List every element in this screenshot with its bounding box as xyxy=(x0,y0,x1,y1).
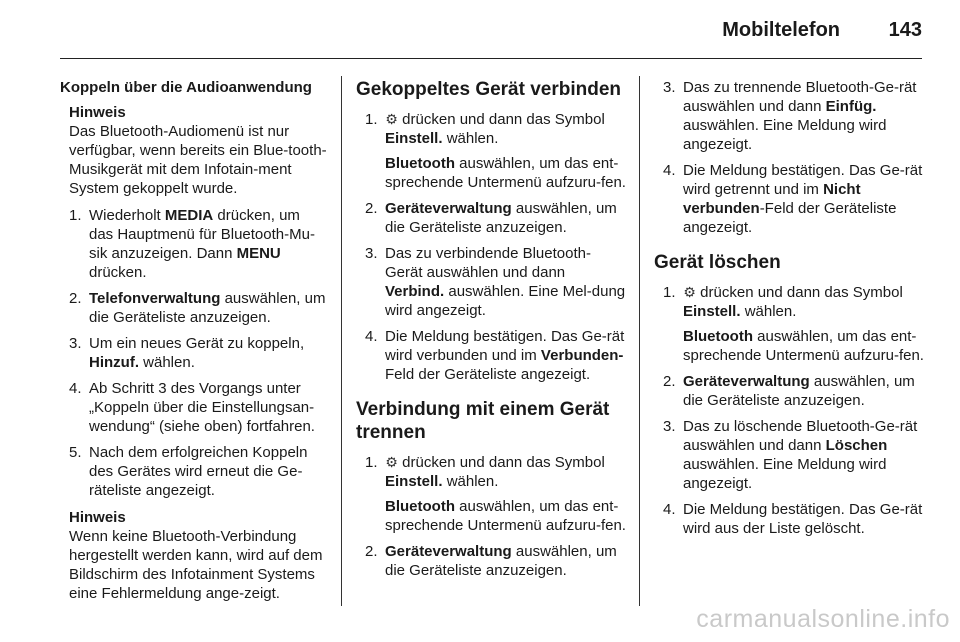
menu-label: Nicht verbunden xyxy=(683,181,861,217)
menu-label: Geräteverwaltung xyxy=(385,200,512,217)
hint-label: Hinweis xyxy=(69,509,126,526)
menu-label: Einstell. xyxy=(385,130,443,147)
menu-label: Verbind. xyxy=(385,283,445,300)
step-list xyxy=(654,78,924,237)
config-icon: ⚙ xyxy=(385,111,398,127)
menu-label: Bluetooth xyxy=(385,498,455,515)
step-item: 2. Geräteverwaltung auswählen, um die Geräteliste anzuzeigen. xyxy=(663,373,915,409)
menu-label: Einfüg. xyxy=(825,98,877,115)
column-divider-1 xyxy=(341,76,342,606)
step-item: 5. Nach dem erfolgreichen Koppeln des Gerätes wird erneut die Ge-räteliste angezeigt. xyxy=(69,444,308,499)
step-item: 1. ⚙ drücken und dann das Symbol Einstell. wählen. Bluetooth auswählen, um das ent-sprechende Untermenü aufzuru-fen. xyxy=(365,111,626,191)
step-item: 2. Geräteverwaltung auswählen, um die Geräteliste anzuzeigen. xyxy=(365,200,617,236)
menu-label: Bluetooth xyxy=(385,155,455,172)
config-icon: ⚙ xyxy=(683,284,696,300)
step-list xyxy=(60,206,328,500)
header-rule xyxy=(60,58,922,59)
column-divider-2 xyxy=(639,76,640,606)
section-title: Verbindung mit einem Gerät trennen xyxy=(356,399,610,443)
key-label-menu: MENU xyxy=(236,245,281,262)
step-item: 4. Ab Schritt 3 des Vorgangs unter „Koppeln über die Einstellungsan-wendung“ (siehe oben) fortfahren. xyxy=(69,380,315,435)
section-title: Gerät löschen xyxy=(654,252,781,273)
step-list xyxy=(356,453,626,580)
menu-label: Telefonverwaltung xyxy=(89,290,221,307)
step-item: 1. ⚙ drücken und dann das Symbol Einstell. wählen. Bluetooth auswählen, um das ent-sprechende Untermenü aufzuru-fen. xyxy=(365,454,626,534)
step-item: 3. Um ein neues Gerät zu koppeln, Hinzuf. wählen. xyxy=(69,335,305,371)
watermark: carmanualsonline.info xyxy=(696,605,950,633)
menu-label: Verbunden- xyxy=(540,347,624,364)
menu-label: Einstell. xyxy=(385,473,443,490)
page-title: Mobiltelefon xyxy=(722,19,840,41)
menu-label: Geräteverwaltung xyxy=(683,373,810,390)
hint-box xyxy=(69,103,328,198)
key-label-media: MEDIA xyxy=(164,207,214,224)
menu-label: Bluetooth xyxy=(683,328,753,345)
step-list xyxy=(356,110,626,384)
hint-text: Wenn keine Bluetooth-Verbindung hergestellt werden kann, wird auf dem Bildschirm des Infotainment Systems eine Fehlermeldung ange-zeigt. xyxy=(69,528,323,602)
step-item: 1. ⚙ drücken und dann das Symbol Einstell. wählen. Bluetooth auswählen, um das ent-sprechende Untermenü aufzuru-fen. xyxy=(663,284,924,364)
hint-box xyxy=(69,508,328,603)
step-item: 2. Telefonverwaltung auswählen, um die Geräteliste anzuzeigen. xyxy=(69,290,326,326)
column-3 xyxy=(654,78,924,546)
step-item: 4. Die Meldung bestätigen. Das Ge-rät wird verbunden und im Verbunden-Feld der Geräteliste angezeigt. xyxy=(365,328,625,383)
step-item: 2. Geräteverwaltung auswählen, um die Geräteliste anzuzeigen. xyxy=(365,543,617,579)
menu-label: Geräteverwaltung xyxy=(385,543,512,560)
page-number: 143 xyxy=(888,19,922,41)
step-list xyxy=(654,283,924,538)
menu-label: Löschen xyxy=(825,437,888,454)
step-item: 3. Das zu trennende Bluetooth-Ge-rät auswählen und dann Einfüg. auswählen. Eine Meldung wird angezeigt. xyxy=(663,79,917,153)
menu-label: Hinzuf. xyxy=(89,354,139,371)
step-item: 3. Das zu löschende Bluetooth-Ge-rät auswählen und dann Löschen auswählen. Eine Meldung wird angezeigt. xyxy=(663,418,918,492)
step-item: 3. Das zu verbindende Bluetooth-Gerät auswählen und dann Verbind. auswählen. Eine Mel-dung wird angezeigt. xyxy=(365,245,626,319)
config-icon: ⚙ xyxy=(385,454,398,470)
step-item: 4. Die Meldung bestätigen. Das Ge-rät wird aus der Liste gelöscht. xyxy=(663,501,923,537)
subsection-title: Koppeln über die Audioanwendung xyxy=(60,79,312,96)
menu-label: Einstell. xyxy=(683,303,741,320)
hint-text: Das Bluetooth-Audiomenü ist nur verfügbar, wenn bereits ein Blue-tooth-Musikgerät mit dem Infotain-ment System gekoppelt wurde. xyxy=(69,123,327,197)
step-item: 4. Die Meldung bestätigen. Das Ge-rät wird getrennt und im Nicht verbunden-Feld der Geräteliste angezeigt. xyxy=(663,162,923,236)
section-title: Gekoppeltes Gerät verbinden xyxy=(356,79,622,100)
hint-label: Hinweis xyxy=(69,104,126,121)
column-1 xyxy=(60,78,328,611)
page-header xyxy=(60,0,922,58)
column-2 xyxy=(356,78,626,588)
step-item: 1. Wiederholt MEDIA drücken, um das Hauptmenü für Bluetooth-Mu-sik anzuzeigen. Dann MENU drücken. xyxy=(69,207,315,281)
